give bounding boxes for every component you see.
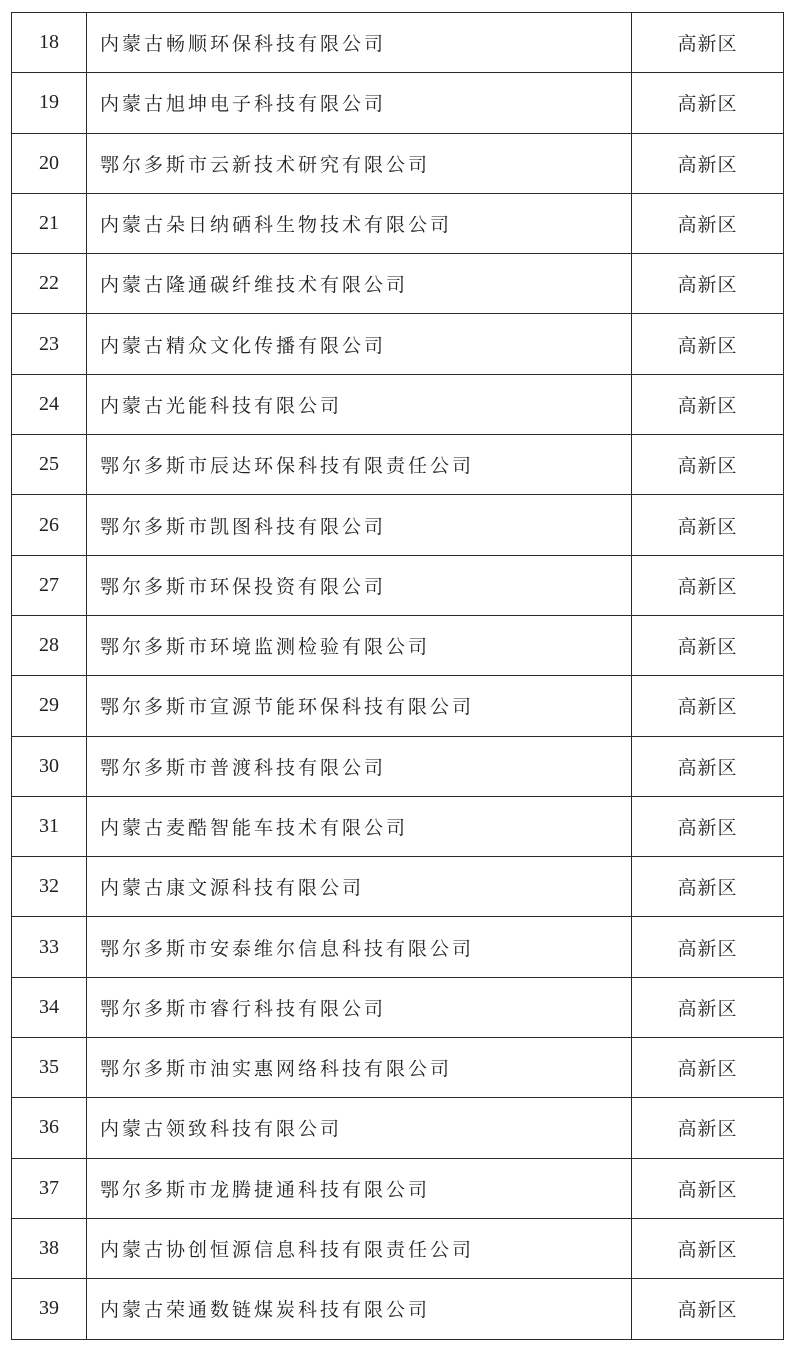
company-name: 内蒙古麦酷智能车技术有限公司 (87, 796, 632, 856)
table-row (12, 73, 784, 133)
row-number: 28 (12, 615, 87, 675)
company-name: 鄂尔多斯市油实惠网络科技有限公司 (87, 1038, 632, 1098)
table-row (12, 1098, 784, 1158)
district: 高新区 (632, 314, 784, 374)
company-name: 鄂尔多斯市环境监测检验有限公司 (87, 615, 632, 675)
table-row (12, 1038, 784, 1098)
table-row (12, 857, 784, 917)
company-name: 内蒙古畅顺环保科技有限公司 (87, 13, 632, 73)
row-number: 20 (12, 133, 87, 193)
district: 高新区 (632, 1218, 784, 1278)
district: 高新区 (632, 615, 784, 675)
company-name: 鄂尔多斯市辰达环保科技有限责任公司 (87, 435, 632, 495)
table-row (12, 977, 784, 1037)
table-row (12, 1218, 784, 1278)
table-row (12, 133, 784, 193)
table-row (12, 13, 784, 73)
row-number: 31 (12, 796, 87, 856)
district: 高新区 (632, 917, 784, 977)
table-row (12, 676, 784, 736)
company-name: 内蒙古精众文化传播有限公司 (87, 314, 632, 374)
table-body (12, 13, 784, 1340)
district: 高新区 (632, 254, 784, 314)
table-row (12, 435, 784, 495)
district: 高新区 (632, 555, 784, 615)
table-row (12, 1158, 784, 1218)
company-name: 内蒙古隆通碳纤维技术有限公司 (87, 254, 632, 314)
company-name: 鄂尔多斯市凯图科技有限公司 (87, 495, 632, 555)
company-name: 内蒙古康文源科技有限公司 (87, 857, 632, 917)
row-number: 38 (12, 1218, 87, 1278)
company-table-container (11, 12, 783, 1340)
row-number: 25 (12, 435, 87, 495)
table-row (12, 1279, 784, 1339)
company-name: 内蒙古光能科技有限公司 (87, 374, 632, 434)
company-name: 内蒙古荣通数链煤炭科技有限公司 (87, 1279, 632, 1339)
row-number: 30 (12, 736, 87, 796)
district: 高新区 (632, 495, 784, 555)
row-number: 33 (12, 917, 87, 977)
row-number: 35 (12, 1038, 87, 1098)
district: 高新区 (632, 374, 784, 434)
row-number: 39 (12, 1279, 87, 1339)
table-row (12, 555, 784, 615)
table-row (12, 314, 784, 374)
row-number: 36 (12, 1098, 87, 1158)
district: 高新区 (632, 133, 784, 193)
table-row (12, 193, 784, 253)
district: 高新区 (632, 73, 784, 133)
company-name: 内蒙古旭坤电子科技有限公司 (87, 73, 632, 133)
district: 高新区 (632, 13, 784, 73)
district: 高新区 (632, 193, 784, 253)
district: 高新区 (632, 676, 784, 736)
company-name: 鄂尔多斯市宣源节能环保科技有限公司 (87, 676, 632, 736)
row-number: 29 (12, 676, 87, 736)
table-row (12, 796, 784, 856)
row-number: 26 (12, 495, 87, 555)
company-name: 鄂尔多斯市环保投资有限公司 (87, 555, 632, 615)
company-name: 内蒙古朵日纳硒科生物技术有限公司 (87, 193, 632, 253)
company-name: 鄂尔多斯市云新技术研究有限公司 (87, 133, 632, 193)
company-name: 内蒙古协创恒源信息科技有限责任公司 (87, 1218, 632, 1278)
row-number: 18 (12, 13, 87, 73)
district: 高新区 (632, 736, 784, 796)
row-number: 19 (12, 73, 87, 133)
district: 高新区 (632, 857, 784, 917)
table-row (12, 917, 784, 977)
company-name: 内蒙古领致科技有限公司 (87, 1098, 632, 1158)
district: 高新区 (632, 1098, 784, 1158)
row-number: 22 (12, 254, 87, 314)
table-row (12, 254, 784, 314)
district: 高新区 (632, 1158, 784, 1218)
row-number: 27 (12, 555, 87, 615)
district: 高新区 (632, 977, 784, 1037)
table-row (12, 615, 784, 675)
company-name: 鄂尔多斯市普渡科技有限公司 (87, 736, 632, 796)
company-name: 鄂尔多斯市安泰维尔信息科技有限公司 (87, 917, 632, 977)
district: 高新区 (632, 796, 784, 856)
district: 高新区 (632, 1038, 784, 1098)
district: 高新区 (632, 1279, 784, 1339)
company-name: 鄂尔多斯市睿行科技有限公司 (87, 977, 632, 1037)
row-number: 34 (12, 977, 87, 1037)
table-row (12, 736, 784, 796)
row-number: 32 (12, 857, 87, 917)
table-row (12, 495, 784, 555)
row-number: 23 (12, 314, 87, 374)
company-name: 鄂尔多斯市龙腾捷通科技有限公司 (87, 1158, 632, 1218)
row-number: 21 (12, 193, 87, 253)
district: 高新区 (632, 435, 784, 495)
row-number: 37 (12, 1158, 87, 1218)
company-table (11, 12, 784, 1340)
table-row (12, 374, 784, 434)
row-number: 24 (12, 374, 87, 434)
